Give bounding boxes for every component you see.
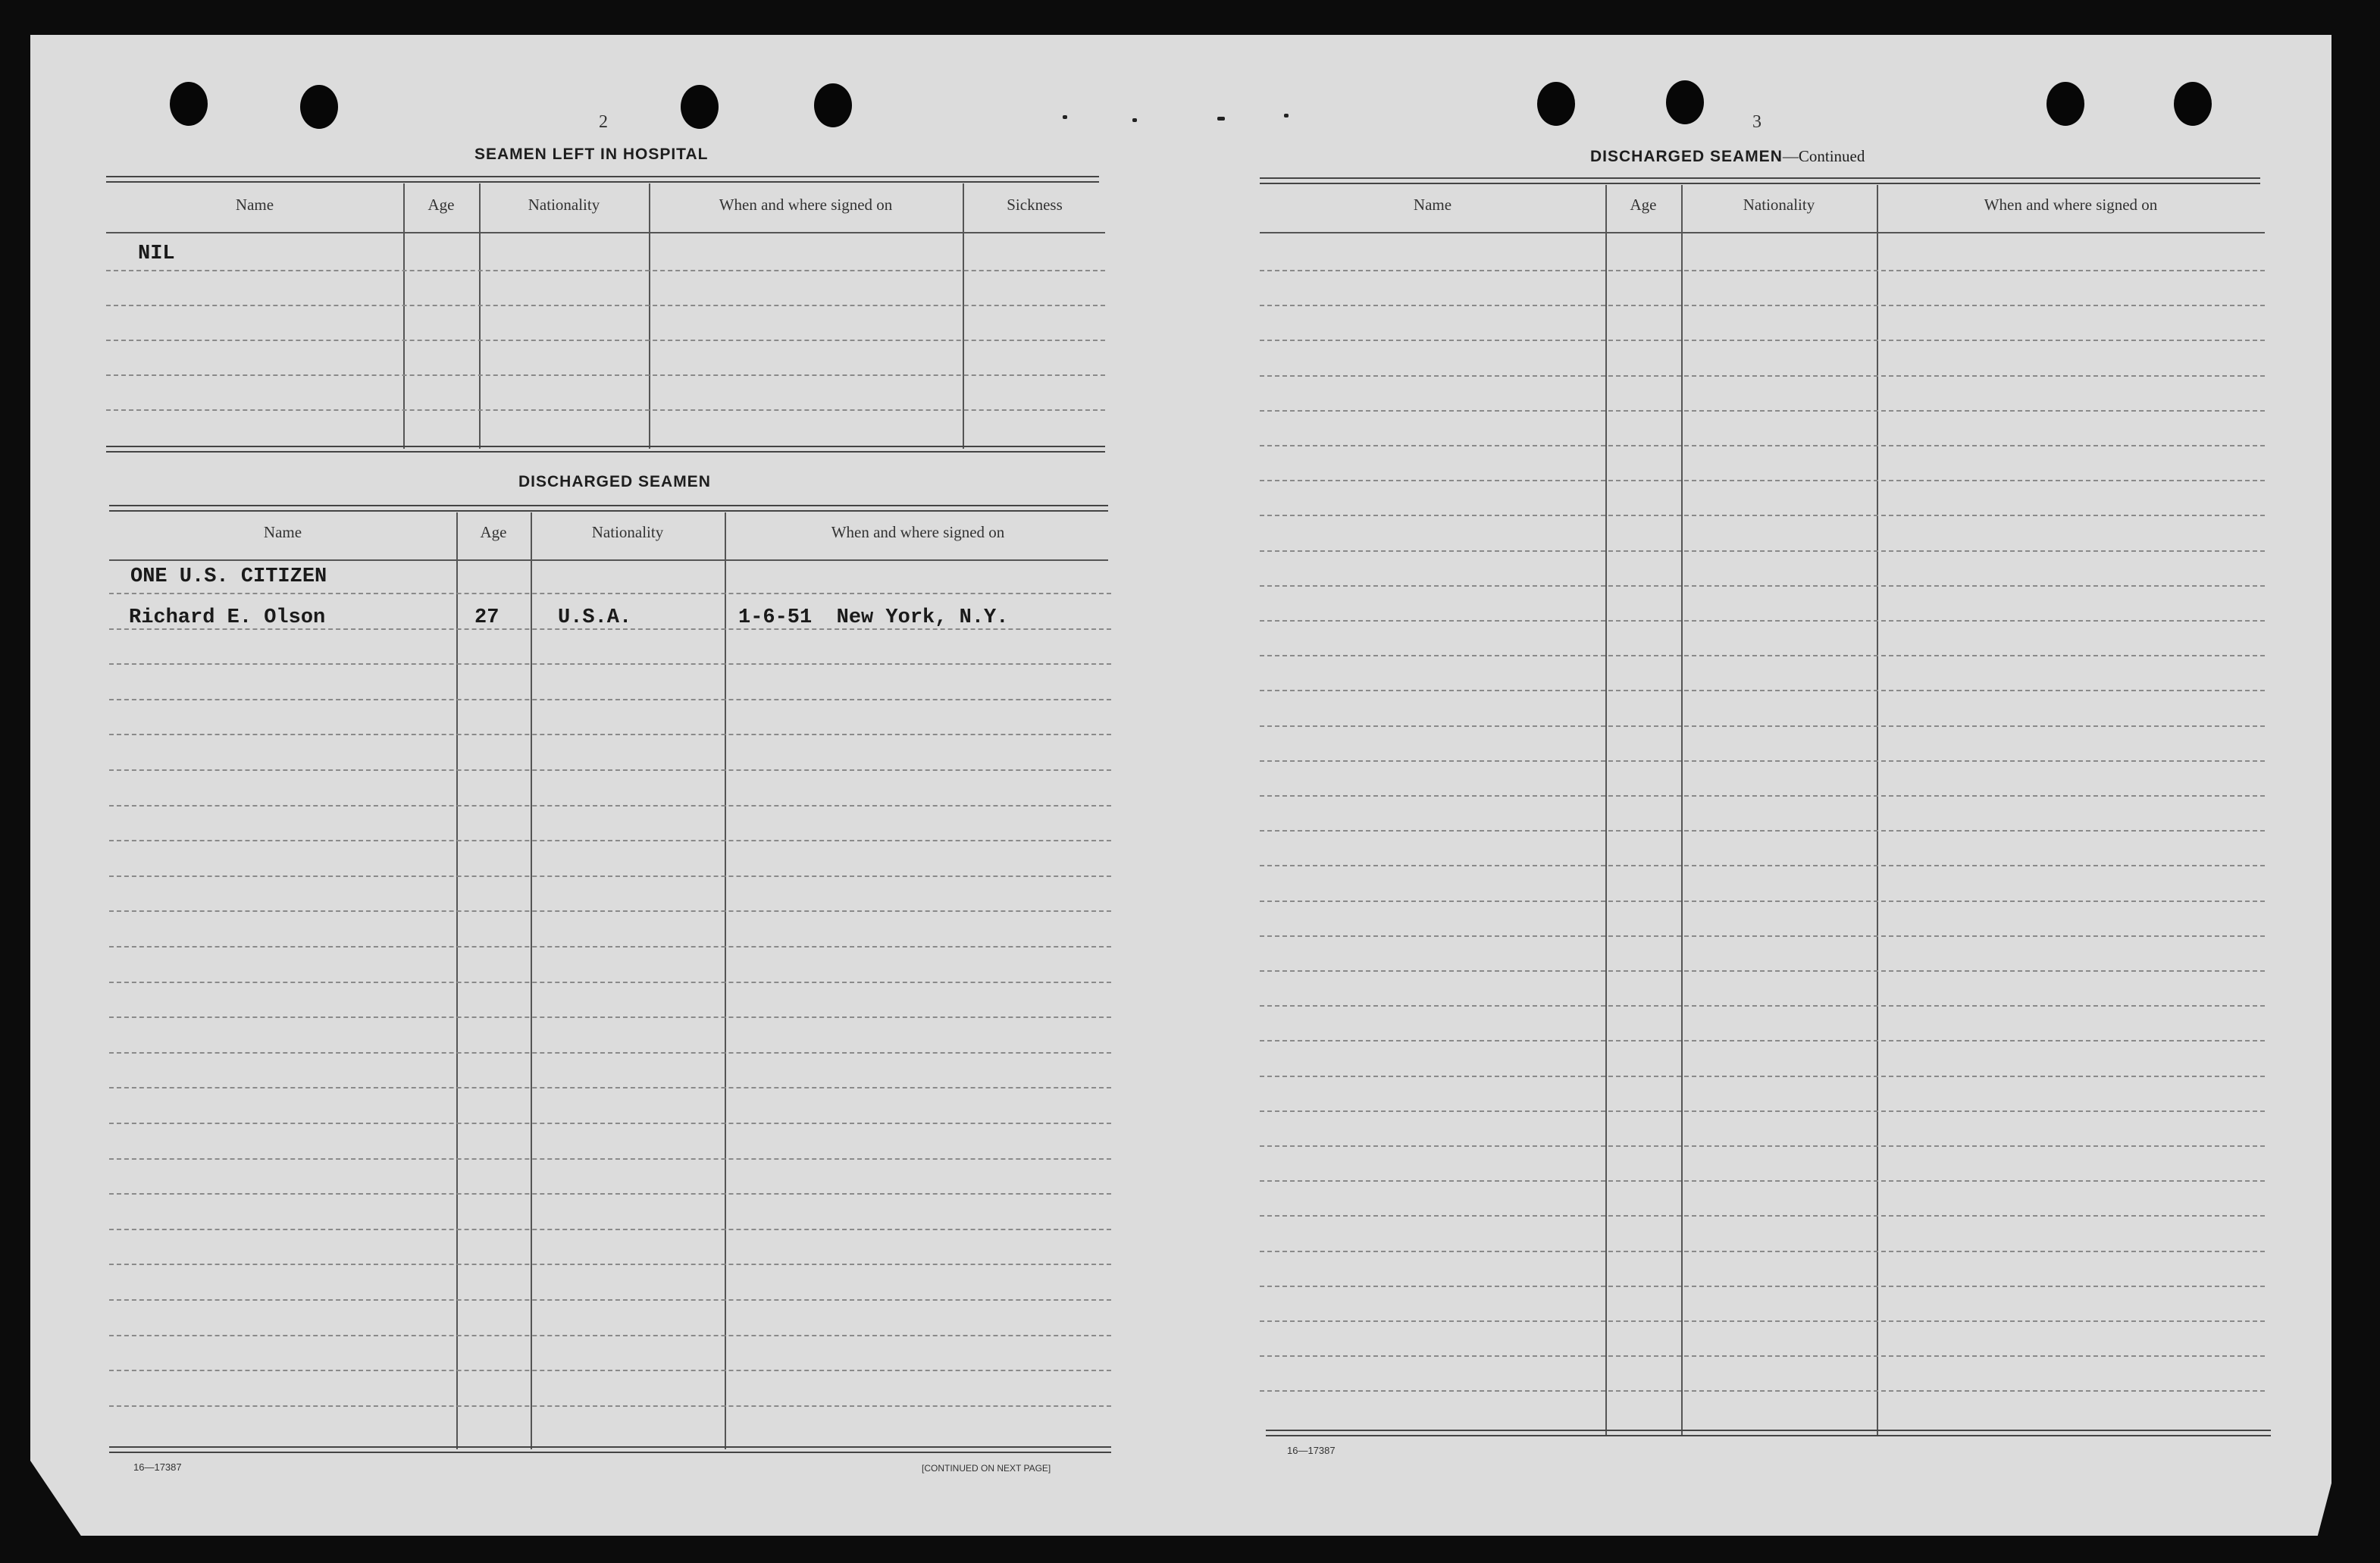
hospital-bottom-rule xyxy=(106,446,1105,453)
col-divider xyxy=(1605,185,1607,1436)
row-rule xyxy=(1260,865,2265,866)
col-divider xyxy=(725,512,726,1449)
right-col-age: Age xyxy=(1630,196,1657,214)
seaman-nationality: U.S.A. xyxy=(558,606,632,629)
discharged-header-note: ONE U.S. CITIZEN xyxy=(130,565,327,588)
right-header-rule xyxy=(1260,232,2265,233)
row-rule xyxy=(1260,935,2265,937)
row-rule xyxy=(109,593,1111,594)
col-divider xyxy=(1877,185,1878,1436)
row-rule xyxy=(1260,550,2265,552)
row-rule xyxy=(109,699,1111,700)
right-top-rule xyxy=(1260,177,2260,184)
hospital-row-rule xyxy=(106,340,1105,341)
row-rule xyxy=(1260,1215,2265,1217)
row-rule xyxy=(1260,1286,2265,1287)
row-rule xyxy=(1260,375,2265,377)
discharged-section-title: DISCHARGED SEAMEN xyxy=(518,473,711,490)
discharged-col-age: Age xyxy=(480,523,507,541)
row-rule xyxy=(109,663,1111,665)
punch-hole xyxy=(2046,82,2084,126)
hospital-row-rule xyxy=(106,270,1105,271)
speck xyxy=(1284,114,1289,117)
row-rule xyxy=(109,1229,1111,1230)
punch-hole xyxy=(681,85,719,129)
left-form-number: 16—17387 xyxy=(133,1461,182,1473)
seaman-name: Richard E. Olson xyxy=(129,606,326,629)
row-rule xyxy=(1260,515,2265,516)
row-rule xyxy=(109,1016,1111,1018)
hospital-entry: NIL xyxy=(138,243,175,265)
row-rule xyxy=(109,982,1111,983)
speck xyxy=(1217,117,1225,121)
row-rule xyxy=(1260,445,2265,446)
right-col-signed-on: When and where signed on xyxy=(1984,196,2158,214)
hospital-col-signed-on: When and where signed on xyxy=(719,196,893,214)
col-divider xyxy=(531,512,532,1449)
row-rule xyxy=(109,628,1111,630)
row-rule xyxy=(1260,830,2265,832)
row-rule xyxy=(109,769,1111,771)
row-rule xyxy=(1260,655,2265,656)
speck xyxy=(1132,118,1137,122)
right-title-main: DISCHARGED SEAMEN xyxy=(1590,148,1783,165)
seaman-age: 27 xyxy=(474,606,499,629)
row-rule xyxy=(109,875,1111,877)
row-rule xyxy=(109,734,1111,735)
hospital-header-rule xyxy=(106,232,1105,233)
row-rule xyxy=(1260,1005,2265,1007)
row-rule xyxy=(109,1123,1111,1124)
left-page-number: 2 xyxy=(599,112,608,132)
row-rule xyxy=(109,805,1111,807)
discharged-col-nationality: Nationality xyxy=(591,523,664,541)
row-rule xyxy=(1260,340,2265,341)
right-col-name: Name xyxy=(1413,196,1452,214)
row-rule xyxy=(109,1193,1111,1195)
row-rule xyxy=(1260,690,2265,691)
col-divider xyxy=(1681,185,1683,1436)
right-section-title xyxy=(1590,147,1865,166)
punch-hole xyxy=(170,82,208,126)
row-rule xyxy=(1260,1110,2265,1112)
row-rule xyxy=(109,1405,1111,1407)
row-rule xyxy=(1260,1251,2265,1252)
row-rule xyxy=(1260,760,2265,762)
row-rule xyxy=(109,910,1111,912)
row-rule xyxy=(1260,305,2265,306)
row-rule xyxy=(1260,795,2265,797)
hospital-col-name: Name xyxy=(235,196,274,214)
row-rule xyxy=(1260,480,2265,481)
seaman-signed-on: 1-6-51 New York, N.Y. xyxy=(738,606,1009,629)
row-rule xyxy=(109,1264,1111,1265)
row-rule xyxy=(1260,1320,2265,1322)
speck xyxy=(1063,115,1067,119)
discharged-top-rule xyxy=(109,505,1108,512)
row-rule xyxy=(1260,1145,2265,1147)
row-rule xyxy=(109,1158,1111,1160)
row-rule xyxy=(1260,970,2265,972)
hospital-row-rule xyxy=(106,374,1105,376)
hospital-top-rule xyxy=(106,176,1099,183)
row-rule xyxy=(1260,410,2265,412)
row-rule xyxy=(1260,620,2265,622)
row-rule xyxy=(1260,1076,2265,1077)
row-rule xyxy=(1260,1390,2265,1392)
row-rule xyxy=(1260,585,2265,587)
continued-note: [CONTINUED ON NEXT PAGE] xyxy=(922,1463,1051,1474)
discharged-bottom-rule xyxy=(109,1446,1111,1453)
hospital-section-title: SEAMEN LEFT IN HOSPITAL xyxy=(474,146,709,163)
row-rule xyxy=(1260,901,2265,902)
hospital-col-sickness: Sickness xyxy=(1007,196,1063,214)
punch-hole xyxy=(300,85,338,129)
hospital-col-age: Age xyxy=(427,196,455,214)
punch-hole xyxy=(2174,82,2212,126)
discharged-header-rule xyxy=(109,559,1108,561)
row-rule xyxy=(1260,1040,2265,1041)
row-rule xyxy=(1260,1180,2265,1182)
right-title-continued: —Continued xyxy=(1782,147,1865,165)
hospital-row-rule xyxy=(106,409,1105,411)
row-rule xyxy=(109,1370,1111,1371)
discharged-col-name: Name xyxy=(263,523,302,541)
row-rule xyxy=(1260,725,2265,727)
col-divider xyxy=(456,512,458,1449)
row-rule xyxy=(109,1087,1111,1088)
right-page-number: 3 xyxy=(1752,112,1762,132)
row-rule xyxy=(1260,1355,2265,1357)
hospital-col-nationality: Nationality xyxy=(528,196,600,214)
right-col-nationality: Nationality xyxy=(1743,196,1815,214)
punch-hole xyxy=(814,83,852,127)
row-rule xyxy=(109,1299,1111,1301)
row-rule xyxy=(109,946,1111,948)
row-rule xyxy=(1260,270,2265,271)
row-rule xyxy=(109,1335,1111,1336)
punch-hole xyxy=(1666,80,1704,124)
punch-hole xyxy=(1537,82,1575,126)
right-form-number: 16—17387 xyxy=(1287,1445,1336,1456)
row-rule xyxy=(109,840,1111,841)
row-rule xyxy=(109,1052,1111,1054)
manifest-sheet xyxy=(30,35,2331,1536)
discharged-col-signed-on: When and where signed on xyxy=(831,523,1005,541)
hospital-row-rule xyxy=(106,305,1105,306)
right-bottom-rule xyxy=(1266,1430,2271,1436)
